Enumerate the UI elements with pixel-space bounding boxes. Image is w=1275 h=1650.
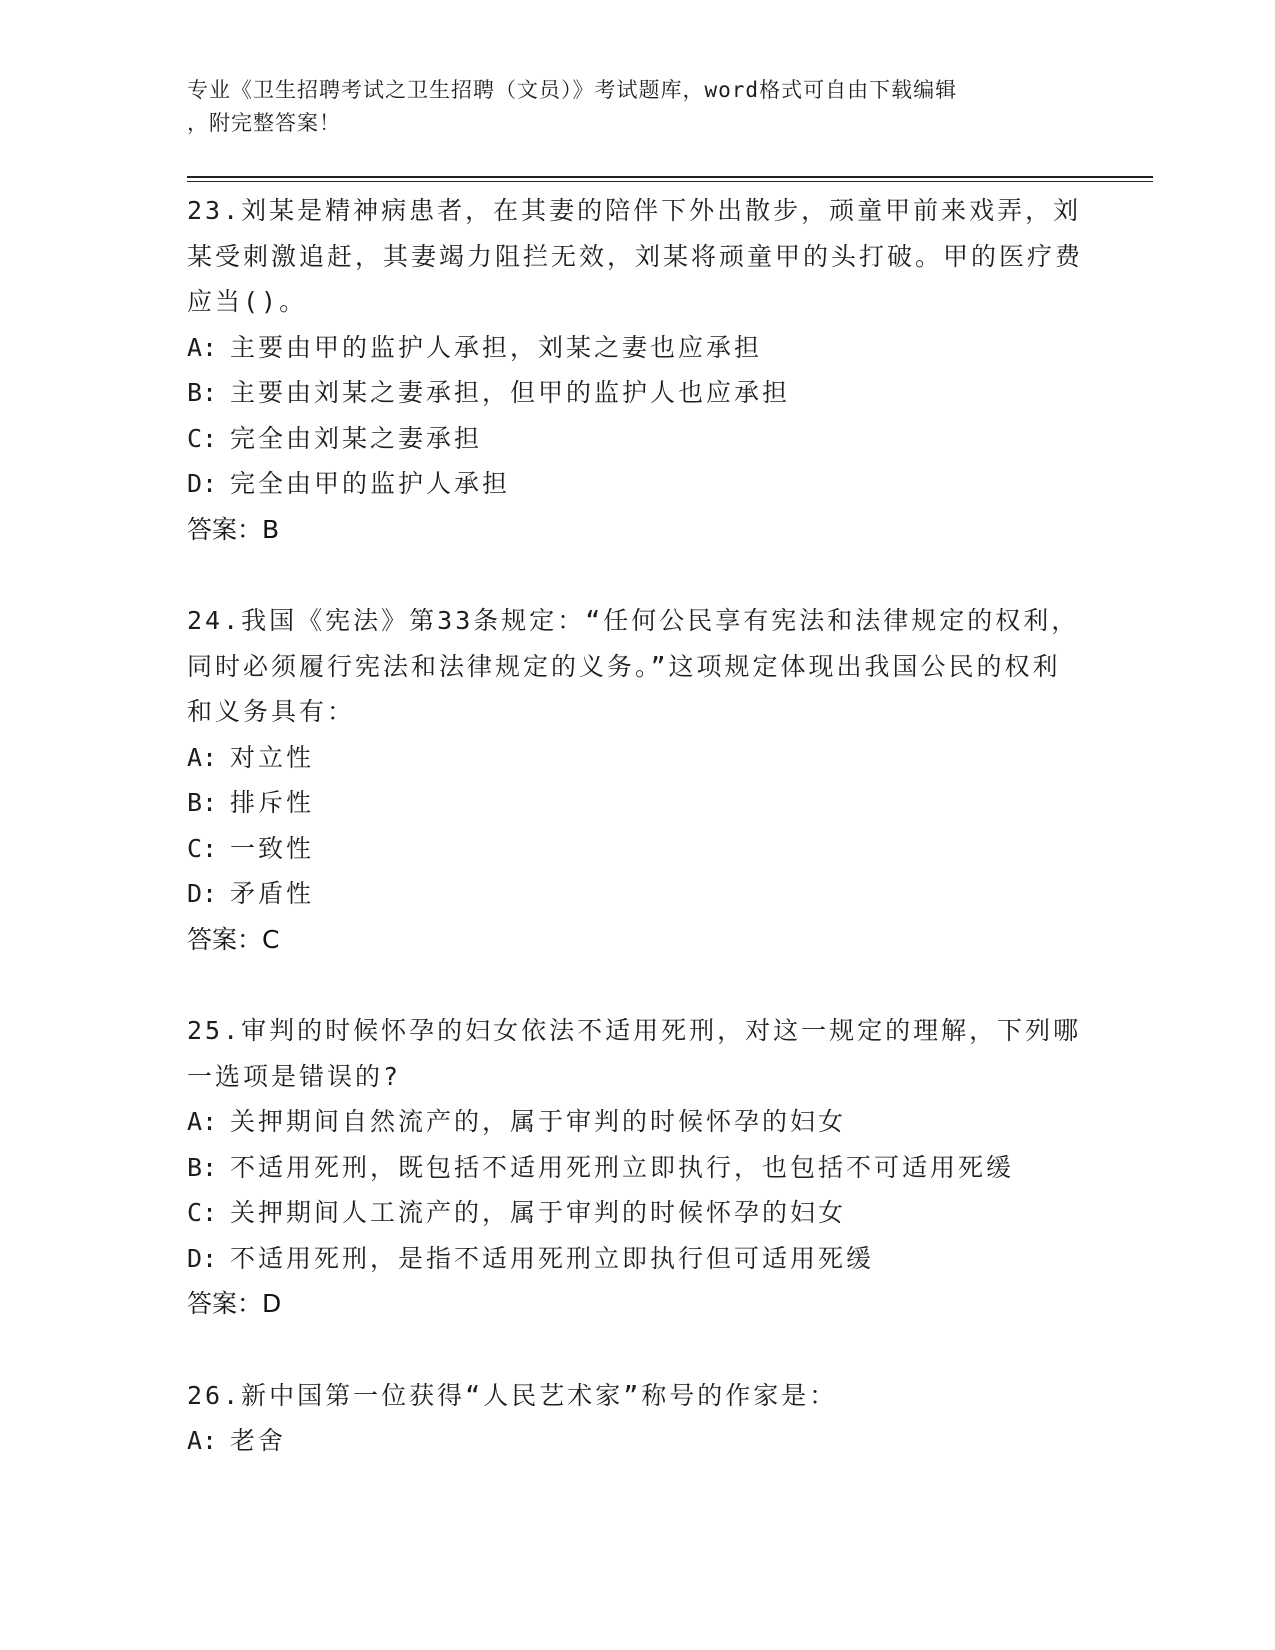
answer-line: 答案：D [187, 1289, 282, 1318]
option-b [187, 780, 1087, 826]
header-line-2: ，附完整答案！ [187, 111, 341, 135]
question-23 [187, 188, 1087, 552]
option-letter: C: [187, 833, 218, 863]
option-d [187, 871, 1087, 917]
question-26 [187, 1373, 1087, 1464]
header-rule-thin [187, 181, 1153, 182]
option-a [187, 1418, 1087, 1464]
option-a [187, 735, 1087, 781]
option-text: 一致性 [230, 833, 315, 863]
option-text: 主要由刘某之妻承担，但甲的监护人也应承担 [230, 378, 791, 407]
question-text: 23.刘某是精神病患者，在其妻的陪伴下外出散步，顽童甲前来戏弄，刘某受刺激追赶，其妻竭力阻拦无效，刘某将顽童甲的头打破。甲的医疗费应当()。 [187, 196, 1084, 316]
option-letter: B: [187, 788, 218, 817]
option-letter: D: [187, 879, 218, 908]
option-d [187, 461, 1087, 507]
option-text: 主要由甲的监护人承担，刘某之妻也应承担 [230, 332, 763, 362]
option-b [187, 1145, 1087, 1191]
option-text: 老舍 [230, 1426, 287, 1455]
option-letter: D: [187, 469, 218, 498]
option-letter: C: [187, 1198, 218, 1227]
question-text: 26.新中国第一位获得“人民艺术家”称号的作家是： [187, 1380, 838, 1410]
option-a [187, 1099, 1087, 1145]
question-text: 25.审判的时候怀孕的妇女依法不适用死刑，对这一规定的理解，下列哪一选项是错误的? [187, 1016, 1082, 1091]
option-letter: C: [187, 423, 218, 453]
option-c [187, 826, 1087, 872]
option-text: 对立性 [230, 742, 315, 772]
answer-line: 答案：C [187, 924, 280, 954]
option-letter: A: [187, 742, 218, 772]
option-letter: A: [187, 1426, 218, 1455]
header-line-1: 专业《卫生招聘考试之卫生招聘（文员）》考试题库，word格式可自由下载编辑 [187, 78, 958, 102]
option-letter: D: [187, 1243, 218, 1273]
option-text: 完全由刘某之妻承担 [230, 423, 483, 453]
option-c [187, 416, 1087, 462]
option-b [187, 370, 1087, 416]
option-letter: A: [187, 1107, 218, 1136]
option-text: 排斥性 [230, 788, 315, 817]
option-c [187, 1190, 1087, 1236]
header-rule-thick [187, 176, 1153, 178]
document-header [187, 74, 1067, 140]
option-letter: B: [187, 1152, 218, 1182]
question-25 [187, 1008, 1087, 1327]
option-d [187, 1236, 1087, 1282]
option-text: 关押期间人工流产的，属于审判的时候怀孕的妇女 [230, 1198, 847, 1227]
question-24 [187, 598, 1087, 962]
option-text: 关押期间自然流产的，属于审判的时候怀孕的妇女 [230, 1107, 847, 1136]
option-text: 不适用死刑，既包括不适用死刑立即执行，也包括不可适用死缓 [230, 1152, 1015, 1182]
option-text: 完全由甲的监护人承担 [230, 469, 511, 498]
option-letter: A: [187, 332, 218, 362]
option-text: 不适用死刑，是指不适用死刑立即执行但可适用死缓 [230, 1243, 875, 1273]
question-text: 24.我国《宪法》第33条规定：“任何公民享有宪法和法律规定的权利，同时必须履行宪法和法律规定的义务。”这项规定体现出我国公民的权利和义务具有： [187, 606, 1080, 726]
option-letter: B: [187, 378, 218, 407]
option-text: 矛盾性 [230, 879, 315, 908]
answer-line: 答案：B [187, 514, 280, 544]
question-list [187, 188, 1087, 1510]
option-a [187, 325, 1087, 371]
